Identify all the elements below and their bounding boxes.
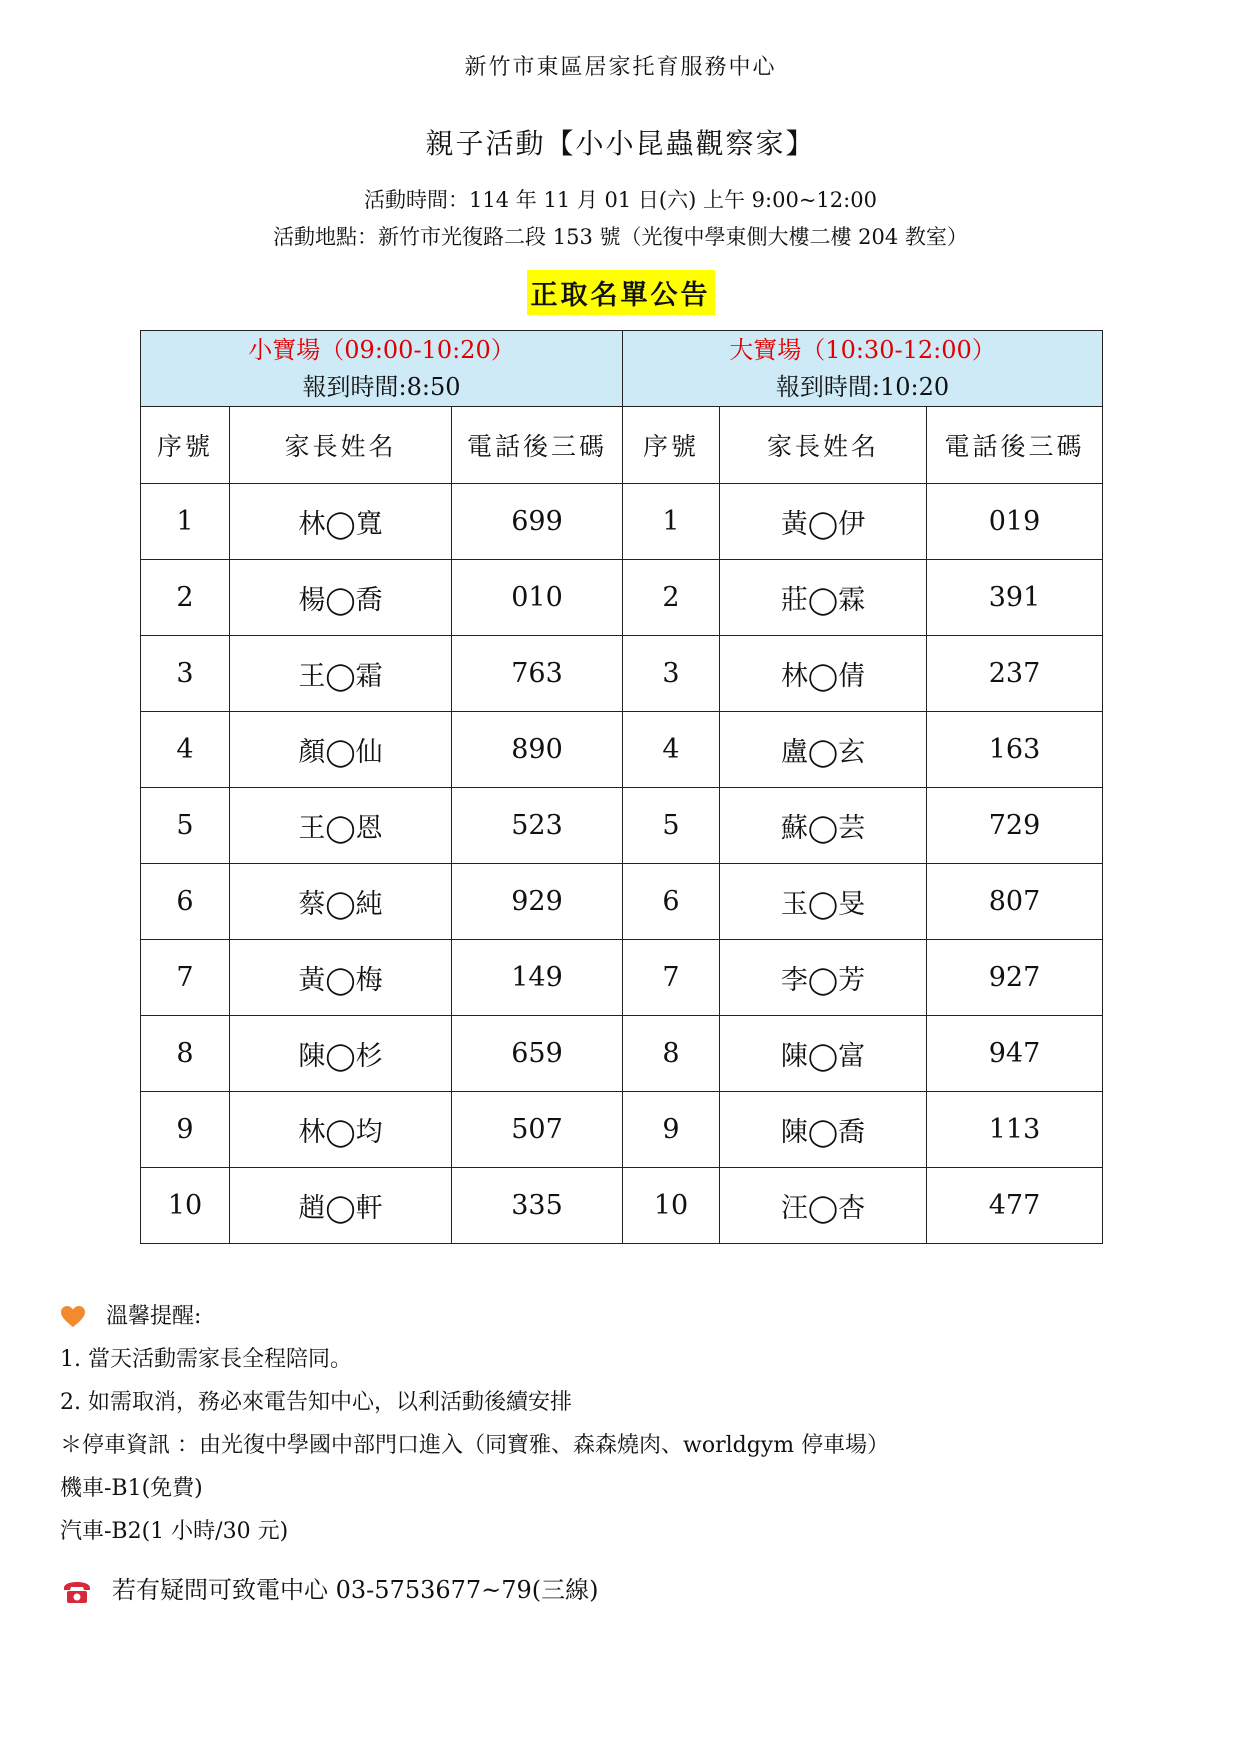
big-parent-name: 莊◯霖 [720,560,927,636]
small-phone-last3: 890 [452,712,623,788]
small-parent-name: 蔡◯純 [230,864,452,940]
big-parent-name: 林◯倩 [720,636,927,712]
big-parent-name: 陳◯富 [720,1016,927,1092]
reminders-heading-line [60,1295,889,1338]
small-phone-last3: 010 [452,560,623,636]
big-index: 10 [623,1168,720,1244]
admission-list-table [140,330,1103,1244]
small-parent-name: 林◯寬 [230,484,452,560]
column-header: 家長姓名 [720,407,927,484]
reminders-heading: 溫馨提醒: [106,1304,202,1329]
table-row [141,864,1103,940]
contact-line [62,1570,599,1605]
small-parent-name: 林◯均 [230,1092,452,1168]
reminders-section [60,1295,889,1553]
small-phone-last3: 929 [452,864,623,940]
small-session-header [141,331,623,407]
small-phone-last3: 507 [452,1092,623,1168]
big-parent-name: 陳◯喬 [720,1092,927,1168]
notice-banner [0,270,1241,315]
table-row [141,712,1103,788]
column-header-row [141,407,1103,484]
big-index: 2 [623,560,720,636]
reminder-item: 2. 如需取消，務必來電告知中心，以利活動後續安排 [60,1390,572,1415]
big-phone-last3: 019 [927,484,1103,560]
table-row [141,636,1103,712]
big-phone-last3: 927 [927,940,1103,1016]
parking-scooter: 機車-B1(免費) [60,1476,203,1501]
telephone-icon [62,1579,92,1605]
big-index: 6 [623,864,720,940]
table-row [141,940,1103,1016]
big-parent-name: 黃◯伊 [720,484,927,560]
small-parent-name: 陳◯杉 [230,1016,452,1092]
big-index: 7 [623,940,720,1016]
small-parent-name: 王◯恩 [230,788,452,864]
big-phone-last3: 237 [927,636,1103,712]
big-phone-last3: 477 [927,1168,1103,1244]
small-phone-last3: 763 [452,636,623,712]
small-index: 5 [141,788,230,864]
column-header: 序號 [623,407,720,484]
notice-label: 正取名單公告 [527,270,715,315]
big-phone-last3: 947 [927,1016,1103,1092]
small-phone-last3: 335 [452,1168,623,1244]
activity-title: 親子活動【小小昆蟲觀察家】 [425,127,816,160]
big-phone-last3: 163 [927,712,1103,788]
column-header: 電話後三碼 [452,407,623,484]
big-phone-last3: 113 [927,1092,1103,1168]
parking-car: 汽車-B2(1 小時/30 元) [60,1519,289,1544]
small-phone-last3: 149 [452,940,623,1016]
small-index: 1 [141,484,230,560]
parking-info: ＊停車資訊 ：由光復中學國中部門口進入（同寶雅、森森燒肉、worldgym 停車場） [60,1433,890,1458]
small-index: 9 [141,1092,230,1168]
small-index: 10 [141,1168,230,1244]
big-phone-last3: 391 [927,560,1103,636]
table-row [141,1016,1103,1092]
big-phone-last3: 729 [927,788,1103,864]
table-row [141,1092,1103,1168]
small-checkin-time: 報到時間:8:50 [302,372,461,401]
table-row [141,560,1103,636]
activity-place: 活動地點：新竹市光復路二段 153 號（光復中學東側大樓二樓 204 教室） [273,225,968,249]
big-parent-name: 玉◯旻 [720,864,927,940]
small-index: 3 [141,636,230,712]
small-session-label: 小寶場（09:00-10:20） [248,335,515,364]
session-header-row [141,331,1103,407]
small-phone-last3: 699 [452,484,623,560]
big-session-header [623,331,1103,407]
organization-name: 新竹市東區居家托育服務中心 [464,55,777,80]
small-index: 8 [141,1016,230,1092]
reminder-item: 1. 當天活動需家長全程陪同。 [60,1347,352,1372]
big-index: 4 [623,712,720,788]
small-index: 7 [141,940,230,1016]
big-checkin-time: 報到時間:10:20 [775,372,950,401]
column-header: 家長姓名 [230,407,452,484]
small-phone-last3: 523 [452,788,623,864]
big-parent-name: 盧◯玄 [720,712,927,788]
big-parent-name: 李◯芳 [720,940,927,1016]
small-phone-last3: 659 [452,1016,623,1092]
column-header: 序號 [141,407,230,484]
contact-text: 若有疑問可致電中心 03-5753677~79(三線) [112,1576,599,1604]
table-row [141,788,1103,864]
column-header: 電話後三碼 [927,407,1103,484]
table-row [141,1168,1103,1244]
small-parent-name: 楊◯喬 [230,560,452,636]
activity-time: 活動時間：114 年 11 月 01 日(六) 上午 9:00~12:00 [364,188,877,212]
small-parent-name: 王◯霜 [230,636,452,712]
small-parent-name: 趙◯軒 [230,1168,452,1244]
small-index: 2 [141,560,230,636]
big-parent-name: 蘇◯芸 [720,788,927,864]
big-index: 3 [623,636,720,712]
small-index: 4 [141,712,230,788]
small-parent-name: 黃◯梅 [230,940,452,1016]
big-index: 1 [623,484,720,560]
big-session-label: 大寶場（10:30-12:00） [729,335,996,364]
big-index: 8 [623,1016,720,1092]
big-phone-last3: 807 [927,864,1103,940]
big-index: 9 [623,1092,720,1168]
table-body [141,484,1103,1244]
heart-icon [60,1305,86,1329]
table-row [141,484,1103,560]
small-parent-name: 顏◯仙 [230,712,452,788]
big-parent-name: 汪◯杏 [720,1168,927,1244]
big-index: 5 [623,788,720,864]
small-index: 6 [141,864,230,940]
